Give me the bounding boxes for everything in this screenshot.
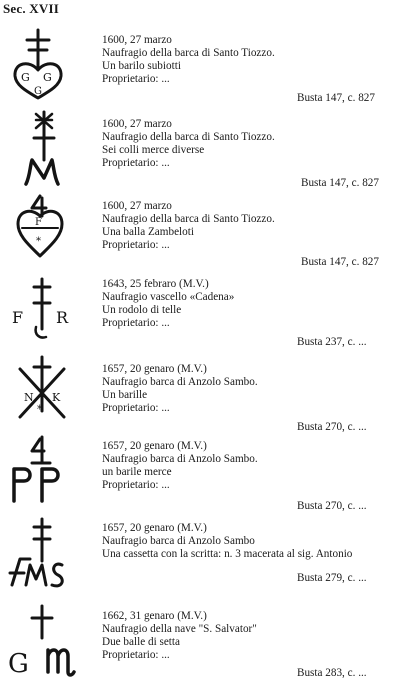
list-item	[0, 600, 400, 683]
svg-text:G: G	[8, 649, 29, 679]
entry-cargo: Un rodolo di telle	[102, 304, 182, 316]
entry-reference: Busta 283, c. ...	[297, 667, 367, 679]
list-item	[0, 28, 400, 108]
entry-owner: Proprietario: ...	[102, 317, 170, 329]
entry-event: Naufragio della nave "S. Salvator"	[102, 623, 257, 635]
entry-cargo: Un barille	[102, 389, 148, 401]
entry-date: 1657, 20 genaro (M.V.)	[102, 522, 207, 534]
entry-event: Naufragio della barca di Santo Tiozzo.	[102, 213, 275, 225]
entry-event: Naufragio barca di Anzolo Sambo.	[102, 376, 258, 388]
merchant-mark-icon	[0, 515, 92, 599]
entry-reference: Busta 147, c. 827	[301, 256, 379, 268]
list-item	[0, 194, 400, 274]
svg-text:F: F	[35, 217, 42, 228]
entry-event: Naufragio vascello «Cadena»	[102, 291, 235, 303]
entry-cargo: Sei colli merce diverse	[102, 144, 205, 156]
entry-reference: Busta 270, c. ...	[297, 500, 367, 512]
entry-date: 1662, 31 genaro (M.V.)	[102, 610, 207, 622]
merchant-mark-icon	[0, 600, 92, 683]
entry-owner: Proprietario: ...	[102, 73, 170, 85]
entry-reference: Busta 237, c. ...	[297, 336, 367, 348]
entry-cargo: Un barilo subiotti	[102, 60, 181, 72]
entry-date: 1657, 20 genaro (M.V.)	[102, 363, 207, 375]
entry-owner: Proprietario: ...	[102, 239, 170, 251]
entry-event: Naufragio barca di Anzolo Sambo	[102, 535, 255, 547]
entry-owner: Proprietario: ...	[102, 479, 170, 491]
entry-reference: Busta 147, c. 827	[297, 92, 375, 104]
merchant-mark-icon	[0, 194, 92, 274]
list-item	[0, 355, 400, 433]
entry-reference: Busta 147, c. 827	[301, 177, 379, 189]
merchant-mark-icon	[0, 433, 92, 515]
list-item	[0, 110, 400, 195]
entry-event: Naufragio barca di Anzolo Sambo.	[102, 453, 258, 465]
merchant-mark-icon	[0, 110, 92, 195]
list-item	[0, 433, 400, 515]
entry-cargo: un barile merce	[102, 466, 172, 478]
entry-cargo: Due balle di setta	[102, 636, 180, 648]
entry-reference: Busta 270, c. ...	[297, 421, 367, 433]
svg-text:G: G	[34, 86, 42, 97]
entry-cargo: Una cassetta con la scritta: n. 3 macerata al sig. Antonio	[102, 548, 353, 560]
svg-text:F: F	[12, 308, 24, 327]
entry-date: 1600, 27 marzo	[102, 34, 172, 46]
svg-text:*: *	[36, 236, 41, 247]
svg-text:G: G	[43, 71, 52, 84]
entry-date: 1600, 27 marzo	[102, 200, 172, 212]
entry-event: Naufragio della barca di Santo Tiozzo.	[102, 47, 275, 59]
list-item	[0, 273, 400, 353]
svg-text:N: N	[24, 391, 34, 404]
entry-owner: Proprietario: ...	[102, 157, 170, 169]
entry-owner: Proprietario: ...	[102, 649, 170, 661]
entry-event: Naufragio della barca di Santo Tiozzo.	[102, 131, 275, 143]
merchant-mark-icon	[0, 273, 92, 353]
merchant-mark-icon	[0, 28, 92, 108]
entry-date: 1600, 27 marzo	[102, 118, 172, 130]
svg-text:*: *	[37, 403, 43, 416]
list-item	[0, 515, 400, 599]
section-heading: Sec. XVII	[3, 1, 59, 16]
svg-text:G: G	[21, 71, 30, 84]
entry-cargo: Una balla Zambeloti	[102, 226, 194, 238]
entry-reference: Busta 279, c. ...	[297, 572, 367, 584]
entry-date: 1657, 20 genaro (M.V.)	[102, 440, 207, 452]
entry-date: 1643, 25 febraro (M.V.)	[102, 278, 209, 290]
svg-text:K: K	[52, 391, 61, 404]
merchant-mark-icon	[0, 355, 92, 433]
entry-owner: Proprietario: ...	[102, 402, 170, 414]
svg-text:R: R	[56, 308, 69, 327]
